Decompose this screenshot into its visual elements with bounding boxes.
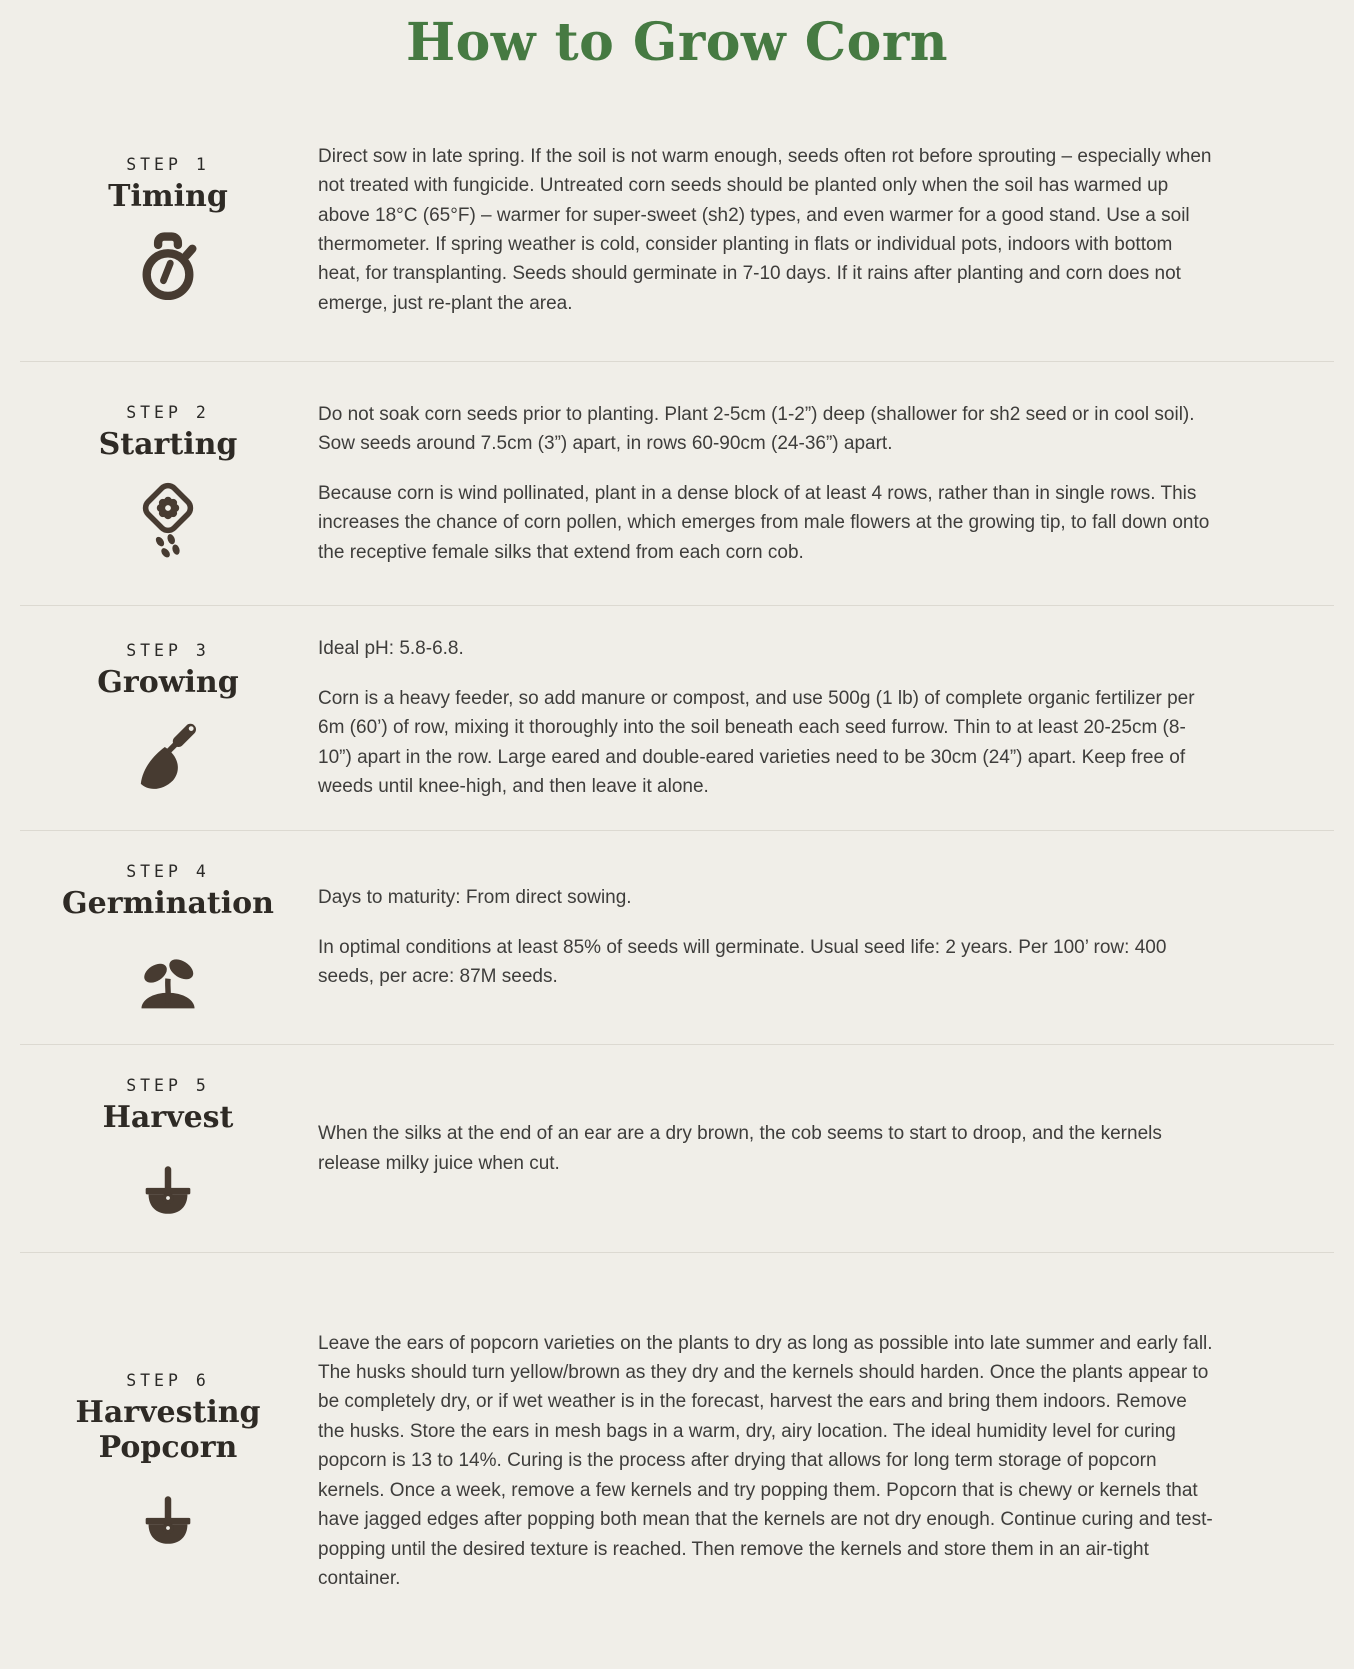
step-body-harvesting-popcorn <box>280 1329 1354 1594</box>
trowel-icon <box>128 715 208 795</box>
seed-packet-icon <box>128 476 208 564</box>
step-row-harvesting-popcorn <box>56 1253 1354 1669</box>
step-header-timing <box>56 155 280 305</box>
step-number-label: STEP 1 <box>126 155 210 175</box>
step-paragraph: Days to maturity: From direct sowing. <box>318 887 632 909</box>
step-title: Harvest <box>102 1099 234 1135</box>
page-title: How to Grow Corn <box>405 12 949 73</box>
step-number-label: STEP 2 <box>126 402 210 422</box>
step-paragraph: When the silks at the end of an ear are a dry brown, the cob seems to start to droop, and the kernels release milky juice when cut. <box>318 1123 1162 1174</box>
step-body-germination <box>280 883 1354 991</box>
step-body-growing <box>280 634 1354 801</box>
step-paragraph: Corn is a heavy feeder, so add manure or compost, and use 500g (1 lb) of complete organic fertilizer per 6m (60’) of row, mixing it thoroughly into the soil beneath each seed furrow. Thin to at least 20-25cm (8-10”) apart in the row. Large eared and double-eared varieties need to be 30cm (24”) apart. Keep free of weeds until knee-high, and then leave it alone. <box>318 687 1195 798</box>
title-spacer <box>56 73 1354 99</box>
step-paragraph: Leave the ears of popcorn varieties on the plants to dry as long as possible into late summer and early fall. The husks should turn yellow/brown as they dry and the kernels should harden. Once the plants appear to be completely dry, or if wet weather is in the forecast, harvest the ears and bring them indoors. Remove the husks. Store the ears in mesh bags in a warm, dry, airy location. The ideal humidity level for curing popcorn is 13 to 14%. Curing is the process after drying that allows for long term storage of popcorn kernels. Once a week, remove a few kernels and try popping them. Popcorn that is chewy or kernels that have jagged edges after popping both mean that the kernels are not dry enough. Continue curing and test-popping until the desired texture is reached. Then remove the kernels and store them in an air-tight container. <box>318 1332 1213 1590</box>
stopwatch-icon <box>130 229 206 305</box>
step-row-harvest <box>56 1045 1354 1252</box>
step-header-germination <box>56 862 280 1014</box>
step-paragraph: Direct sow in late spring. If the soil is not warm enough, seeds often rot before sprouting – especially when not treated with fungicide. Untreated corn seeds should be planted only when the soil has warmed up above 18°C (65°F) – warmer for super-sweet (sh2) types, and even warmer for a good stand. Use a soil thermometer. If spring weather is cold, consider planting in flats or individual pots, indoors with bottom heat, for transplanting. Seeds should germinate in 7-10 days. If it rains after planting and corn does not emerge, just re-plant the area. <box>318 145 1212 314</box>
step-row-timing <box>56 99 1354 361</box>
step-body-starting <box>280 400 1354 567</box>
step-title: Germination <box>62 885 274 921</box>
step-number-label: STEP 6 <box>126 1371 210 1390</box>
step-header-harvest <box>56 1076 280 1222</box>
step-title: Harvesting Popcorn <box>75 1395 261 1465</box>
harvest-basket-icon <box>130 1479 206 1551</box>
step-header-harvesting-popcorn <box>56 1371 280 1551</box>
step-paragraph: Ideal pH: 5.8-6.8. <box>318 638 464 660</box>
step-paragraph: Because corn is wind pollinated, plant in a dense block of at least 4 rows, rather than in single rows. This increases the chance of corn pollen, which emerges from male flowers at the growing tip, to fall down onto the receptive female silks that extend from each corn cob. <box>318 482 1210 563</box>
step-body-harvest <box>280 1119 1354 1178</box>
sprout-icon <box>129 935 207 1013</box>
step-row-starting <box>56 362 1354 605</box>
step-header-growing <box>56 641 280 795</box>
step-paragraph: In optimal conditions at least 85% of seeds will germinate. Usual seed life: 2 years. Per 100’ row: 400 seeds, per acre: 87M seeds. <box>318 936 1167 988</box>
step-header-starting <box>56 403 280 565</box>
step-paragraph: Do not soak corn seeds prior to planting. Plant 2-5cm (1-2”) deep (shallower for sh2 seed or in cool soil). Sow seeds around 7.5cm (3”) apart, in rows 60-90cm (24-36”) apart. <box>318 403 1195 455</box>
step-number-label: STEP 5 <box>126 1075 210 1095</box>
step-title: Starting <box>98 426 238 462</box>
step-number-label: STEP 3 <box>126 641 210 661</box>
step-number-label: STEP 4 <box>126 861 210 881</box>
step-row-germination <box>56 831 1354 1044</box>
step-body-timing <box>280 142 1354 319</box>
harvest-basket-icon <box>130 1149 206 1221</box>
step-title: Growing <box>97 665 239 701</box>
step-row-growing <box>56 606 1354 830</box>
step-title: Timing <box>108 179 228 215</box>
